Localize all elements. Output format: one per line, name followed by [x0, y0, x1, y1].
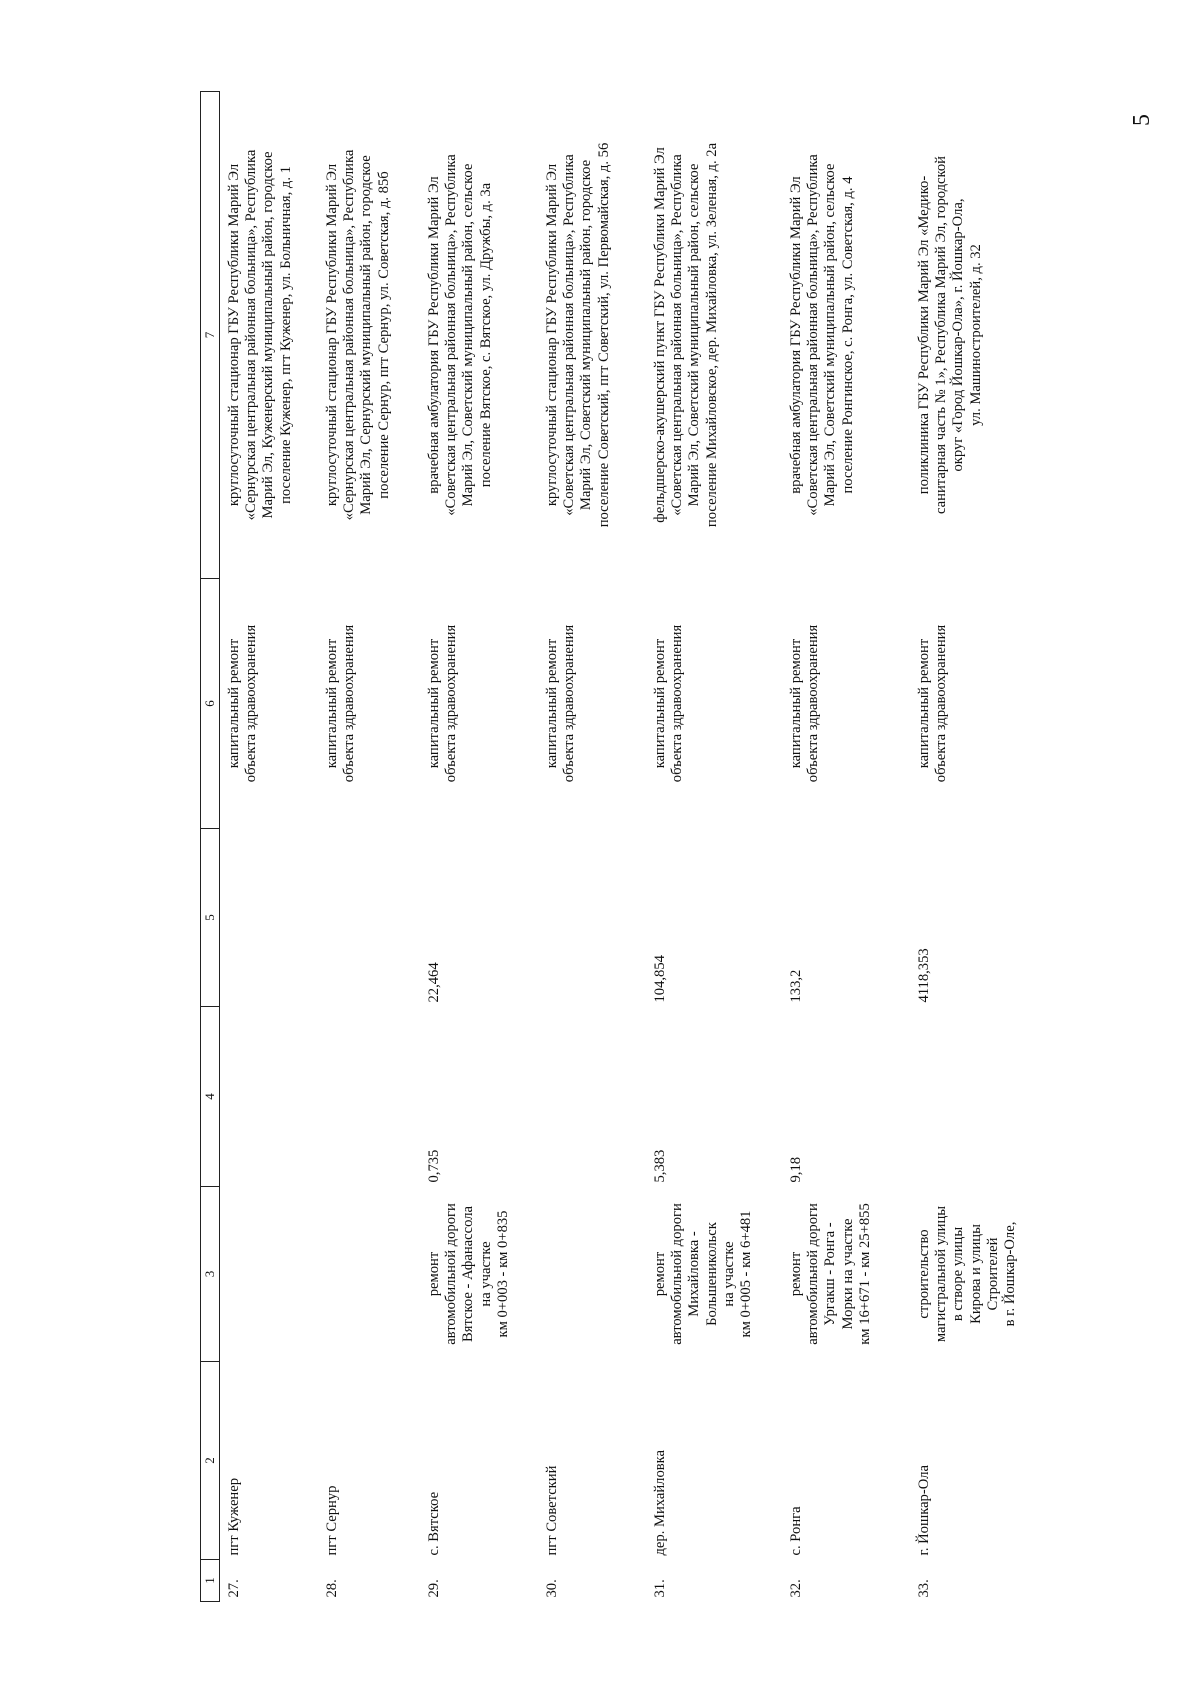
- work-type-cell-line: капитальный ремонт: [788, 638, 804, 769]
- healthcare-object-cell-line: санитарная часть № 1», Республика Марий Эл, городской: [933, 156, 950, 514]
- column-number: 4: [201, 1007, 220, 1187]
- healthcare-object-cell-line: «Советская центральная районная больница», Республика: [669, 154, 686, 516]
- locality-cell: пгт Советский: [544, 1465, 560, 1556]
- page-number: 5: [1129, 114, 1155, 126]
- column-number: 6: [201, 579, 220, 829]
- healthcare-object-cell-line: Марий Эл, Сернурский муниципальный район, городское: [358, 155, 375, 515]
- work-type-cell-line: объекта здравоохранения: [341, 624, 358, 783]
- work-type-cell-line: объекта здравоохранения: [669, 624, 686, 783]
- road-work-cell-line: магистральной улицы: [933, 1205, 950, 1343]
- work-type-cell-line: объекта здравоохранения: [443, 624, 460, 783]
- length-cell: [910, 1007, 1060, 1187]
- locality-cell: с. Вятское: [426, 1491, 442, 1556]
- healthcare-object-cell-line: «Советская центральная районная больница», Республика: [805, 154, 822, 516]
- road-work-cell-line: в г. Йошкар-Оле,: [1002, 1221, 1019, 1327]
- healthcare-object-cell-line: «Сернурская центральная районная больница», Республика: [341, 149, 358, 521]
- healthcare-object-cell-line: круглосуточный стационар ГБУ Республики Марий Эл: [324, 163, 340, 507]
- work-type-cell: [782, 579, 910, 829]
- row-number: 33.: [916, 1579, 932, 1598]
- cost-cell: [220, 829, 319, 1007]
- road-work-cell-line: ремонт: [652, 1251, 668, 1297]
- cost-cell: [318, 829, 420, 1007]
- cost-cell: 104,854: [652, 955, 668, 1003]
- work-type-cell-line: объекта здравоохранения: [243, 624, 260, 783]
- road-work-cell: [220, 1187, 319, 1362]
- work-type-cell-line: капитальный ремонт: [652, 638, 668, 769]
- row-number: 31.: [652, 1579, 668, 1598]
- healthcare-object-cell-line: поселение Советский, пгт Советский, ул. Первомайская, д. 56: [595, 142, 612, 528]
- healthcare-object-cell-line: поселение Ронгинское, с. Ронга, ул. Советская, д. 4: [839, 176, 856, 494]
- road-work-cell-line: в створе улицы: [950, 1226, 967, 1322]
- healthcare-object-cell-line: Марий Эл, Советский муниципальный район, сельское: [822, 163, 839, 507]
- work-type-cell: [538, 579, 646, 829]
- healthcare-object-cell: [782, 92, 910, 579]
- healthcare-object-cell-line: поселение Сернур, пгт Сернур, ул. Советская, д. 85б: [375, 171, 392, 499]
- road-work-cell-line: Морки на участке: [839, 1218, 856, 1330]
- road-work-cell-line: Вятское - Афанассола: [460, 1206, 477, 1342]
- road-work-cell-line: ремонт: [426, 1251, 442, 1297]
- healthcare-object-cell-line: поселение Куженер, пгт Куженер, ул. Больничная, д. 1: [277, 166, 294, 504]
- healthcare-object-cell: [318, 92, 420, 579]
- work-type-cell-line: объекта здравоохранения: [933, 624, 950, 783]
- road-work-cell-line: Михайловка -: [686, 1231, 703, 1317]
- road-work-cell-line: автомобильной дороги: [669, 1203, 686, 1345]
- healthcare-object-cell-line: поселение Вятское, с. Вятское, ул. Дружбы, д. 3а: [477, 182, 494, 488]
- length-cell: [318, 1007, 420, 1187]
- healthcare-object-cell-line: округ «Город Йошкар-Ола», г. Йошкар-Ола,: [950, 198, 967, 472]
- locality-cell: пгт Куженер: [226, 1477, 242, 1556]
- healthcare-object-cell-line: врачебная амбулатория ГБУ Республики Марий Эл: [788, 176, 804, 494]
- healthcare-object-cell: [220, 92, 319, 579]
- road-work-cell: [420, 1187, 538, 1362]
- road-work-cell-line: автомобильной дороги: [805, 1203, 822, 1345]
- healthcare-object-cell: [910, 92, 1060, 579]
- road-work-cell: [646, 1187, 782, 1362]
- healthcare-object-cell-line: круглосуточный стационар ГБУ Республики Марий Эл: [544, 163, 560, 507]
- length-cell: [220, 1007, 319, 1187]
- column-number: 3: [201, 1187, 220, 1362]
- row-number: 32.: [788, 1579, 804, 1598]
- locality-cell: г. Йошкар-Ола: [916, 1464, 932, 1556]
- work-type-cell-line: капитальный ремонт: [426, 638, 442, 769]
- row-number: 29.: [426, 1579, 442, 1598]
- road-work-cell-line: км 0+005 - км 6+481: [738, 1210, 755, 1338]
- work-type-cell-line: капитальный ремонт: [916, 638, 932, 769]
- work-type-cell-line: капитальный ремонт: [544, 638, 560, 769]
- healthcare-object-cell: [646, 92, 782, 579]
- road-work-cell-line: Ургакш - Ронга -: [822, 1222, 839, 1326]
- locality-cell: пгт Сернур: [324, 1485, 340, 1556]
- road-work-cell-line: км 16+671 - км 25+855: [856, 1203, 873, 1345]
- road-work-cell: [910, 1187, 1060, 1362]
- road-work-cell: [318, 1187, 420, 1362]
- healthcare-object-cell: [420, 92, 538, 579]
- healthcare-object-cell-line: «Сернурская центральная районная больница», Республика: [243, 149, 260, 521]
- healthcare-object-cell-line: поселение Михайловское, дер. Михайловка, ул. Зеленая, д. 2а: [703, 142, 720, 528]
- healthcare-object-cell-line: фельдшерско-акушерский пункт ГБУ Республики Марий Эл: [652, 147, 668, 523]
- healthcare-object-cell: [538, 92, 646, 579]
- road-work-cell: [782, 1187, 910, 1362]
- table-row: [420, 92, 538, 1602]
- table-row: [538, 92, 646, 1602]
- work-type-cell: [910, 579, 1060, 829]
- locality-cell: с. Ронга: [788, 1506, 804, 1556]
- table-row: [318, 92, 420, 1602]
- cost-cell: 22,464: [426, 962, 442, 1003]
- cost-cell: [538, 829, 646, 1007]
- healthcare-object-cell-line: «Советская центральная районная больница», Республика: [561, 154, 578, 516]
- healthcare-object-cell-line: Марий Эл, Советский муниципальный район, сельское: [460, 163, 477, 507]
- healthcare-object-cell-line: Марий Эл, Советский муниципальный район, сельское: [686, 163, 703, 507]
- table-row: [220, 92, 319, 1602]
- work-type-cell-line: капитальный ремонт: [324, 638, 340, 769]
- road-work-cell-line: Кирова и улицы: [967, 1224, 984, 1324]
- road-work-cell-line: Строителей: [984, 1237, 1001, 1311]
- table-row: [782, 92, 910, 1602]
- road-work-cell-line: Большеникольск: [703, 1222, 720, 1326]
- healthcare-object-cell-line: круглосуточный стационар ГБУ Республики Марий Эл: [226, 163, 242, 507]
- row-number: 27.: [226, 1579, 242, 1598]
- road-work-cell-line: ремонт: [788, 1251, 804, 1297]
- healthcare-object-cell-line: поликлиника ГБУ Республики Марий Эл «Медико-: [916, 175, 932, 495]
- healthcare-object-cell-line: врачебная амбулатория ГБУ Республики Марий Эл: [426, 176, 442, 494]
- table-row: [910, 92, 1060, 1602]
- healthcare-object-cell-line: Марий Эл, Советский муниципальный район, городское: [578, 159, 595, 511]
- work-type-cell: [220, 579, 319, 829]
- objects-table: [200, 91, 1060, 1602]
- column-number: 1: [201, 1560, 220, 1602]
- table-row: [646, 92, 782, 1602]
- row-number: 28.: [324, 1579, 340, 1598]
- healthcare-object-cell-line: Марий Эл, Куженерский муниципальный район, городское: [260, 151, 277, 519]
- work-type-cell-line: объекта здравоохранения: [805, 624, 822, 783]
- column-number: 5: [201, 829, 220, 1007]
- work-type-cell-line: объекта здравоохранения: [561, 624, 578, 783]
- road-work-cell-line: на участке: [477, 1241, 494, 1307]
- healthcare-object-cell-line: ул. Машиностроителей, д. 32: [967, 244, 984, 426]
- healthcare-object-cell-line: «Советская центральная районная больница», Республика: [443, 154, 460, 516]
- length-cell: 9,18: [788, 1156, 804, 1183]
- cost-cell: 4118,353: [916, 948, 932, 1003]
- column-number: 7: [201, 92, 220, 579]
- road-work-cell-line: км 0+003 - км 0+835: [494, 1210, 511, 1338]
- cost-cell: 133,2: [788, 969, 804, 1003]
- length-cell: 5,383: [652, 1149, 668, 1183]
- work-type-cell: [318, 579, 420, 829]
- work-type-cell: [420, 579, 538, 829]
- work-type-cell: [646, 579, 782, 829]
- road-work-cell-line: на участке: [720, 1241, 737, 1307]
- length-cell: 0,735: [426, 1149, 442, 1183]
- column-number-header: [201, 92, 220, 1602]
- row-number: 30.: [544, 1579, 560, 1598]
- work-type-cell-line: капитальный ремонт: [226, 638, 242, 769]
- column-number: 2: [201, 1362, 220, 1560]
- road-work-cell: [538, 1187, 646, 1362]
- road-work-cell-line: строительство: [916, 1229, 932, 1319]
- document-table-rotated: [200, 92, 1019, 1602]
- length-cell: [538, 1007, 646, 1187]
- road-work-cell-line: автомобильной дороги: [443, 1203, 460, 1345]
- locality-cell: дер. Михайловка: [652, 1450, 668, 1556]
